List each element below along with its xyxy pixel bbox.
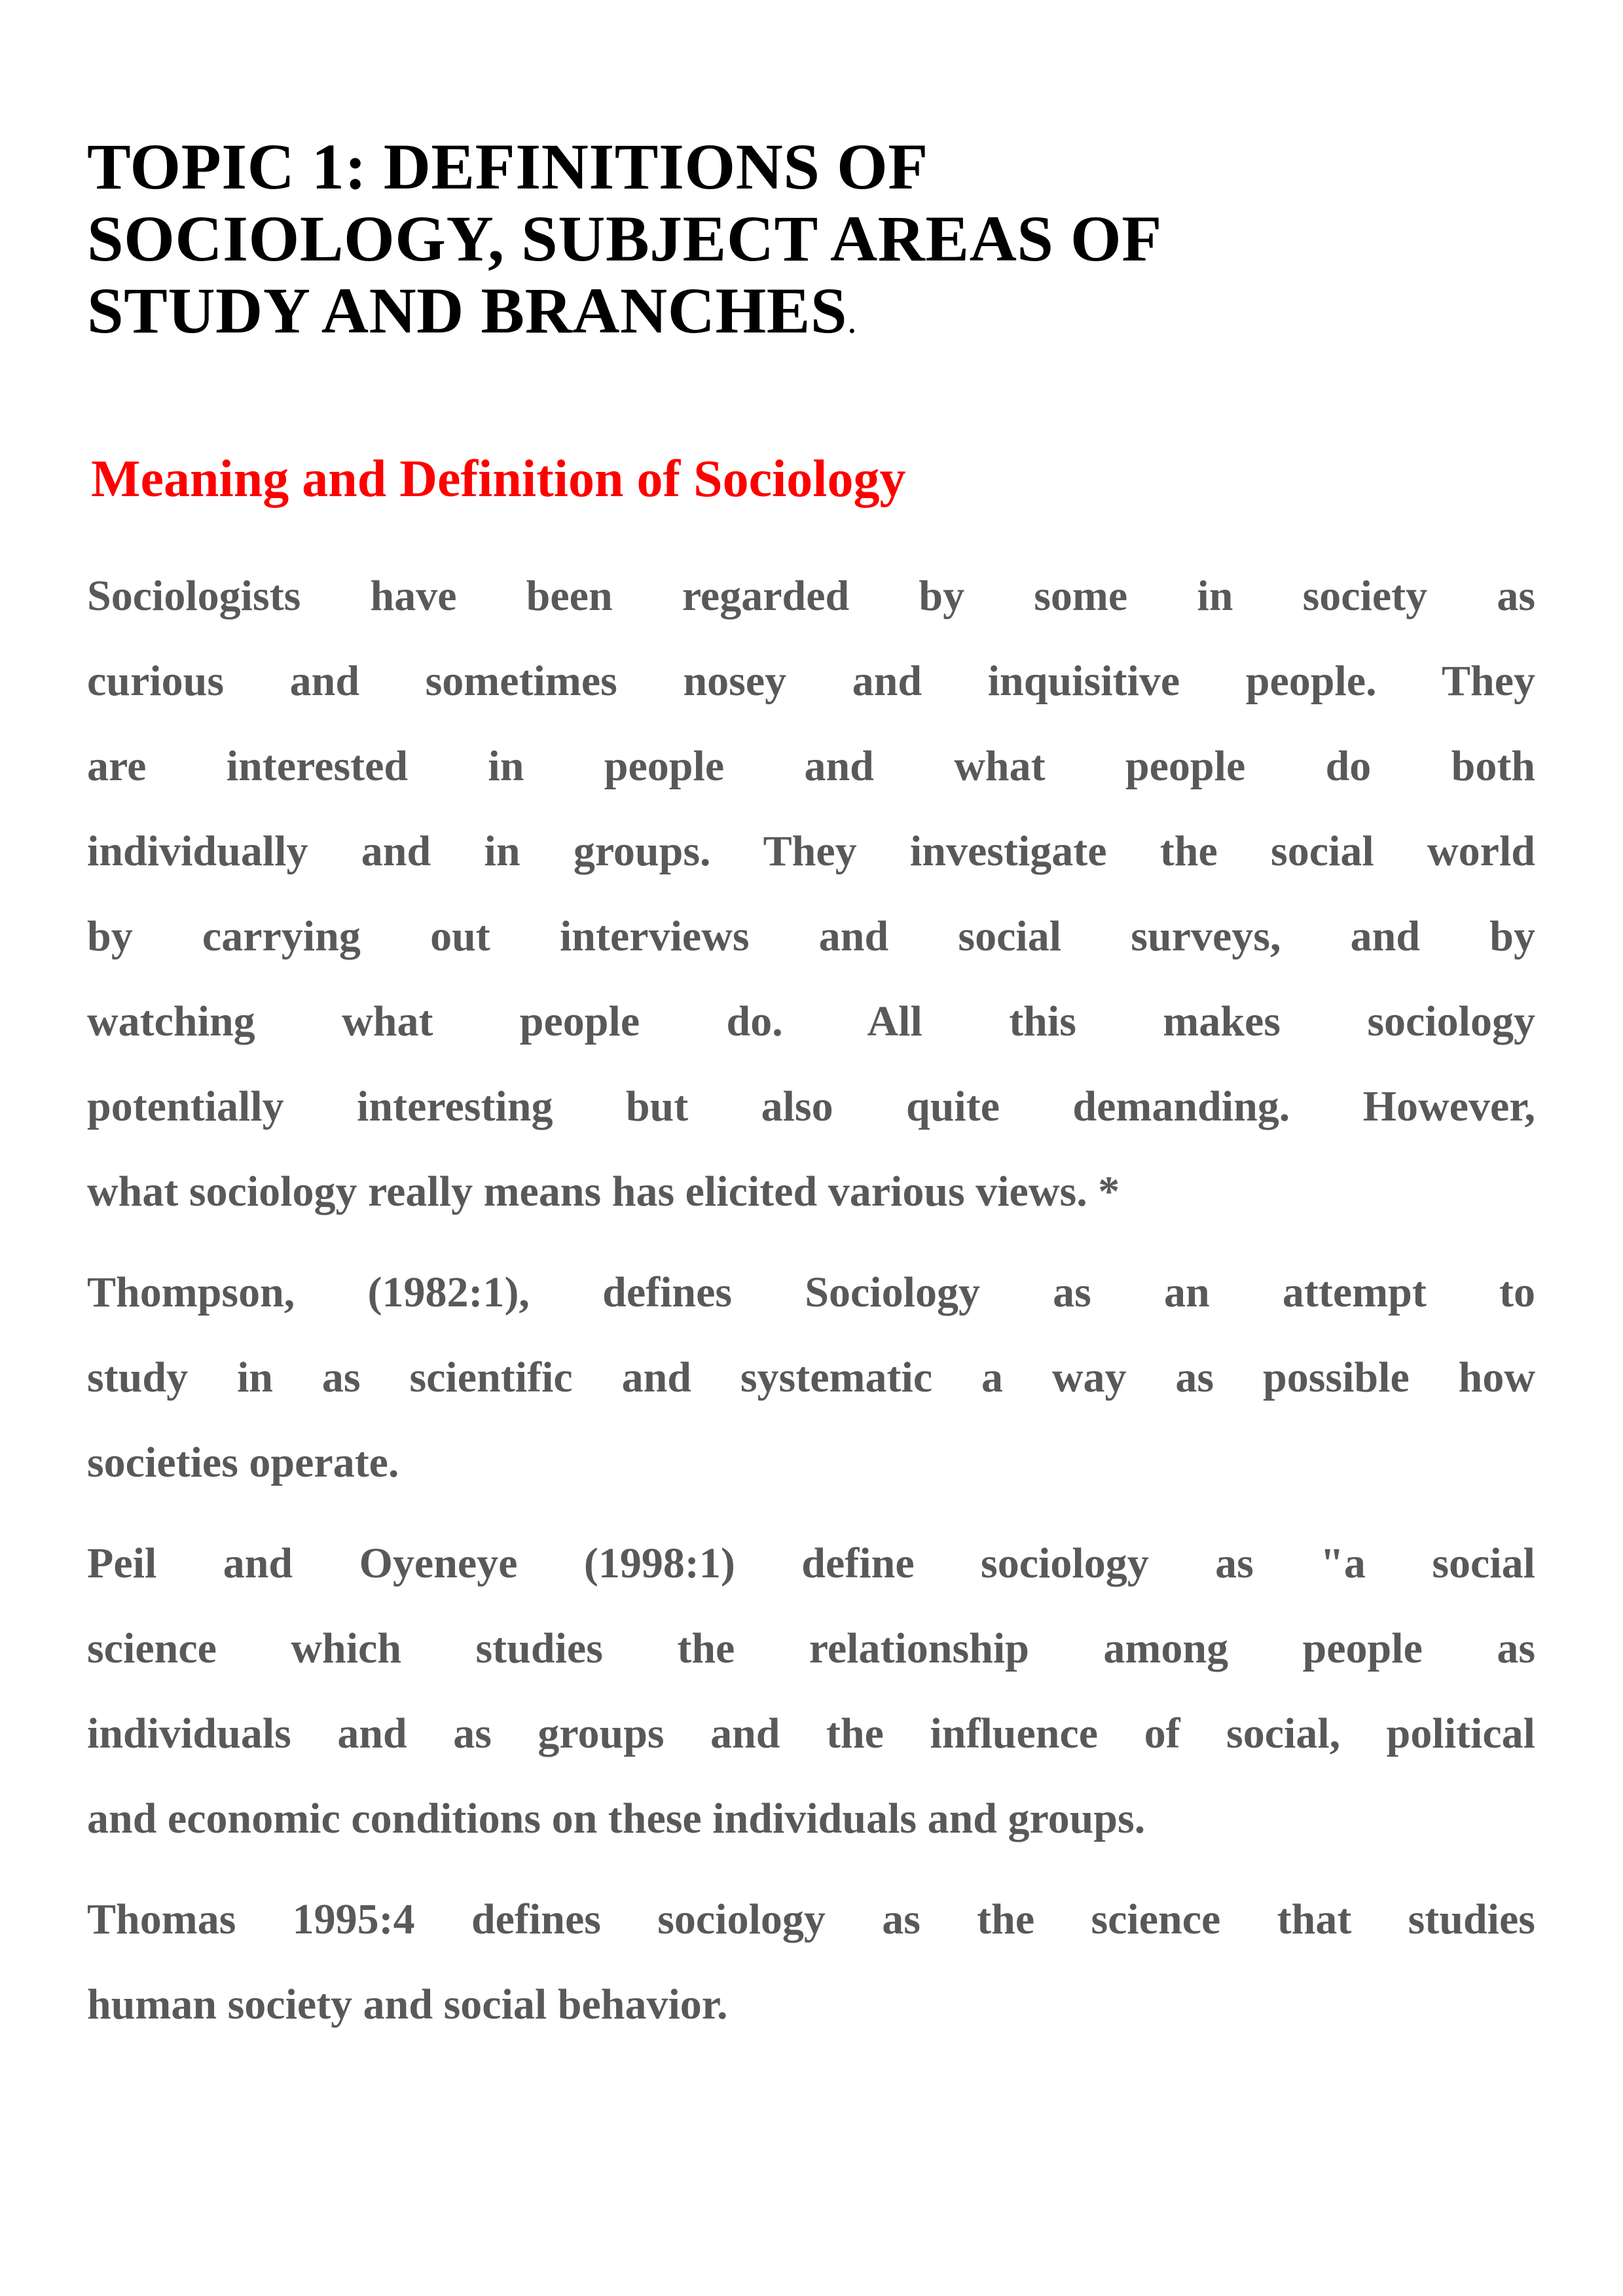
text-line: Peil and Oyeneye (1998:1) define sociology as "a social	[87, 1539, 1535, 1588]
text-line: Thompson, (1982:1), defines Sociology as an attempt to	[87, 1268, 1535, 1317]
text-line: individuals and as groups and the influence of social, political	[87, 1710, 1535, 1758]
paragraph	[87, 1250, 1535, 1505]
paragraph	[87, 1877, 1535, 2047]
paragraph	[87, 1521, 1535, 1861]
title-period: .	[847, 298, 858, 341]
title-line-2: SOCIOLOGY, SUBJECT AREAS OF	[87, 202, 1162, 275]
text-line: societies operate.	[87, 1439, 399, 1487]
text-line: curious and sometimes nosey and inquisitive people. They	[87, 657, 1535, 706]
document-title	[87, 131, 1535, 356]
text-line: individually and in groups. They investigate the social world	[87, 827, 1535, 876]
text-line: are interested in people and what people do both	[87, 742, 1535, 791]
text-line: what sociology really means has elicited various views. *	[87, 1168, 1120, 1216]
text-line: Thomas 1995:4 defines sociology as the science that studies	[87, 1895, 1535, 1944]
section-heading: Meaning and Definition of Sociology	[91, 450, 906, 508]
text-line: by carrying out interviews and social surveys, and by	[87, 912, 1535, 961]
text-line: Sociologists have been regarded by some in society as	[87, 572, 1535, 620]
title-line-1: TOPIC 1: DEFINITIONS OF	[87, 130, 928, 203]
text-line: science which studies the relationship among people as	[87, 1624, 1535, 1673]
body-paragraphs	[87, 554, 1535, 2047]
text-line: human society and social behavior.	[87, 1981, 728, 2029]
text-line: study in as scientific and systematic a way as possible how	[87, 1354, 1535, 1402]
paragraph	[87, 554, 1535, 1234]
text-line: and economic conditions on these individuals and groups.	[87, 1795, 1146, 1843]
text-line: potentially interesting but also quite demanding. However,	[87, 1083, 1535, 1131]
title-line-3: STUDY AND BRANCHES	[87, 274, 848, 347]
text-line: watching what people do. All this makes sociology	[87, 997, 1535, 1046]
